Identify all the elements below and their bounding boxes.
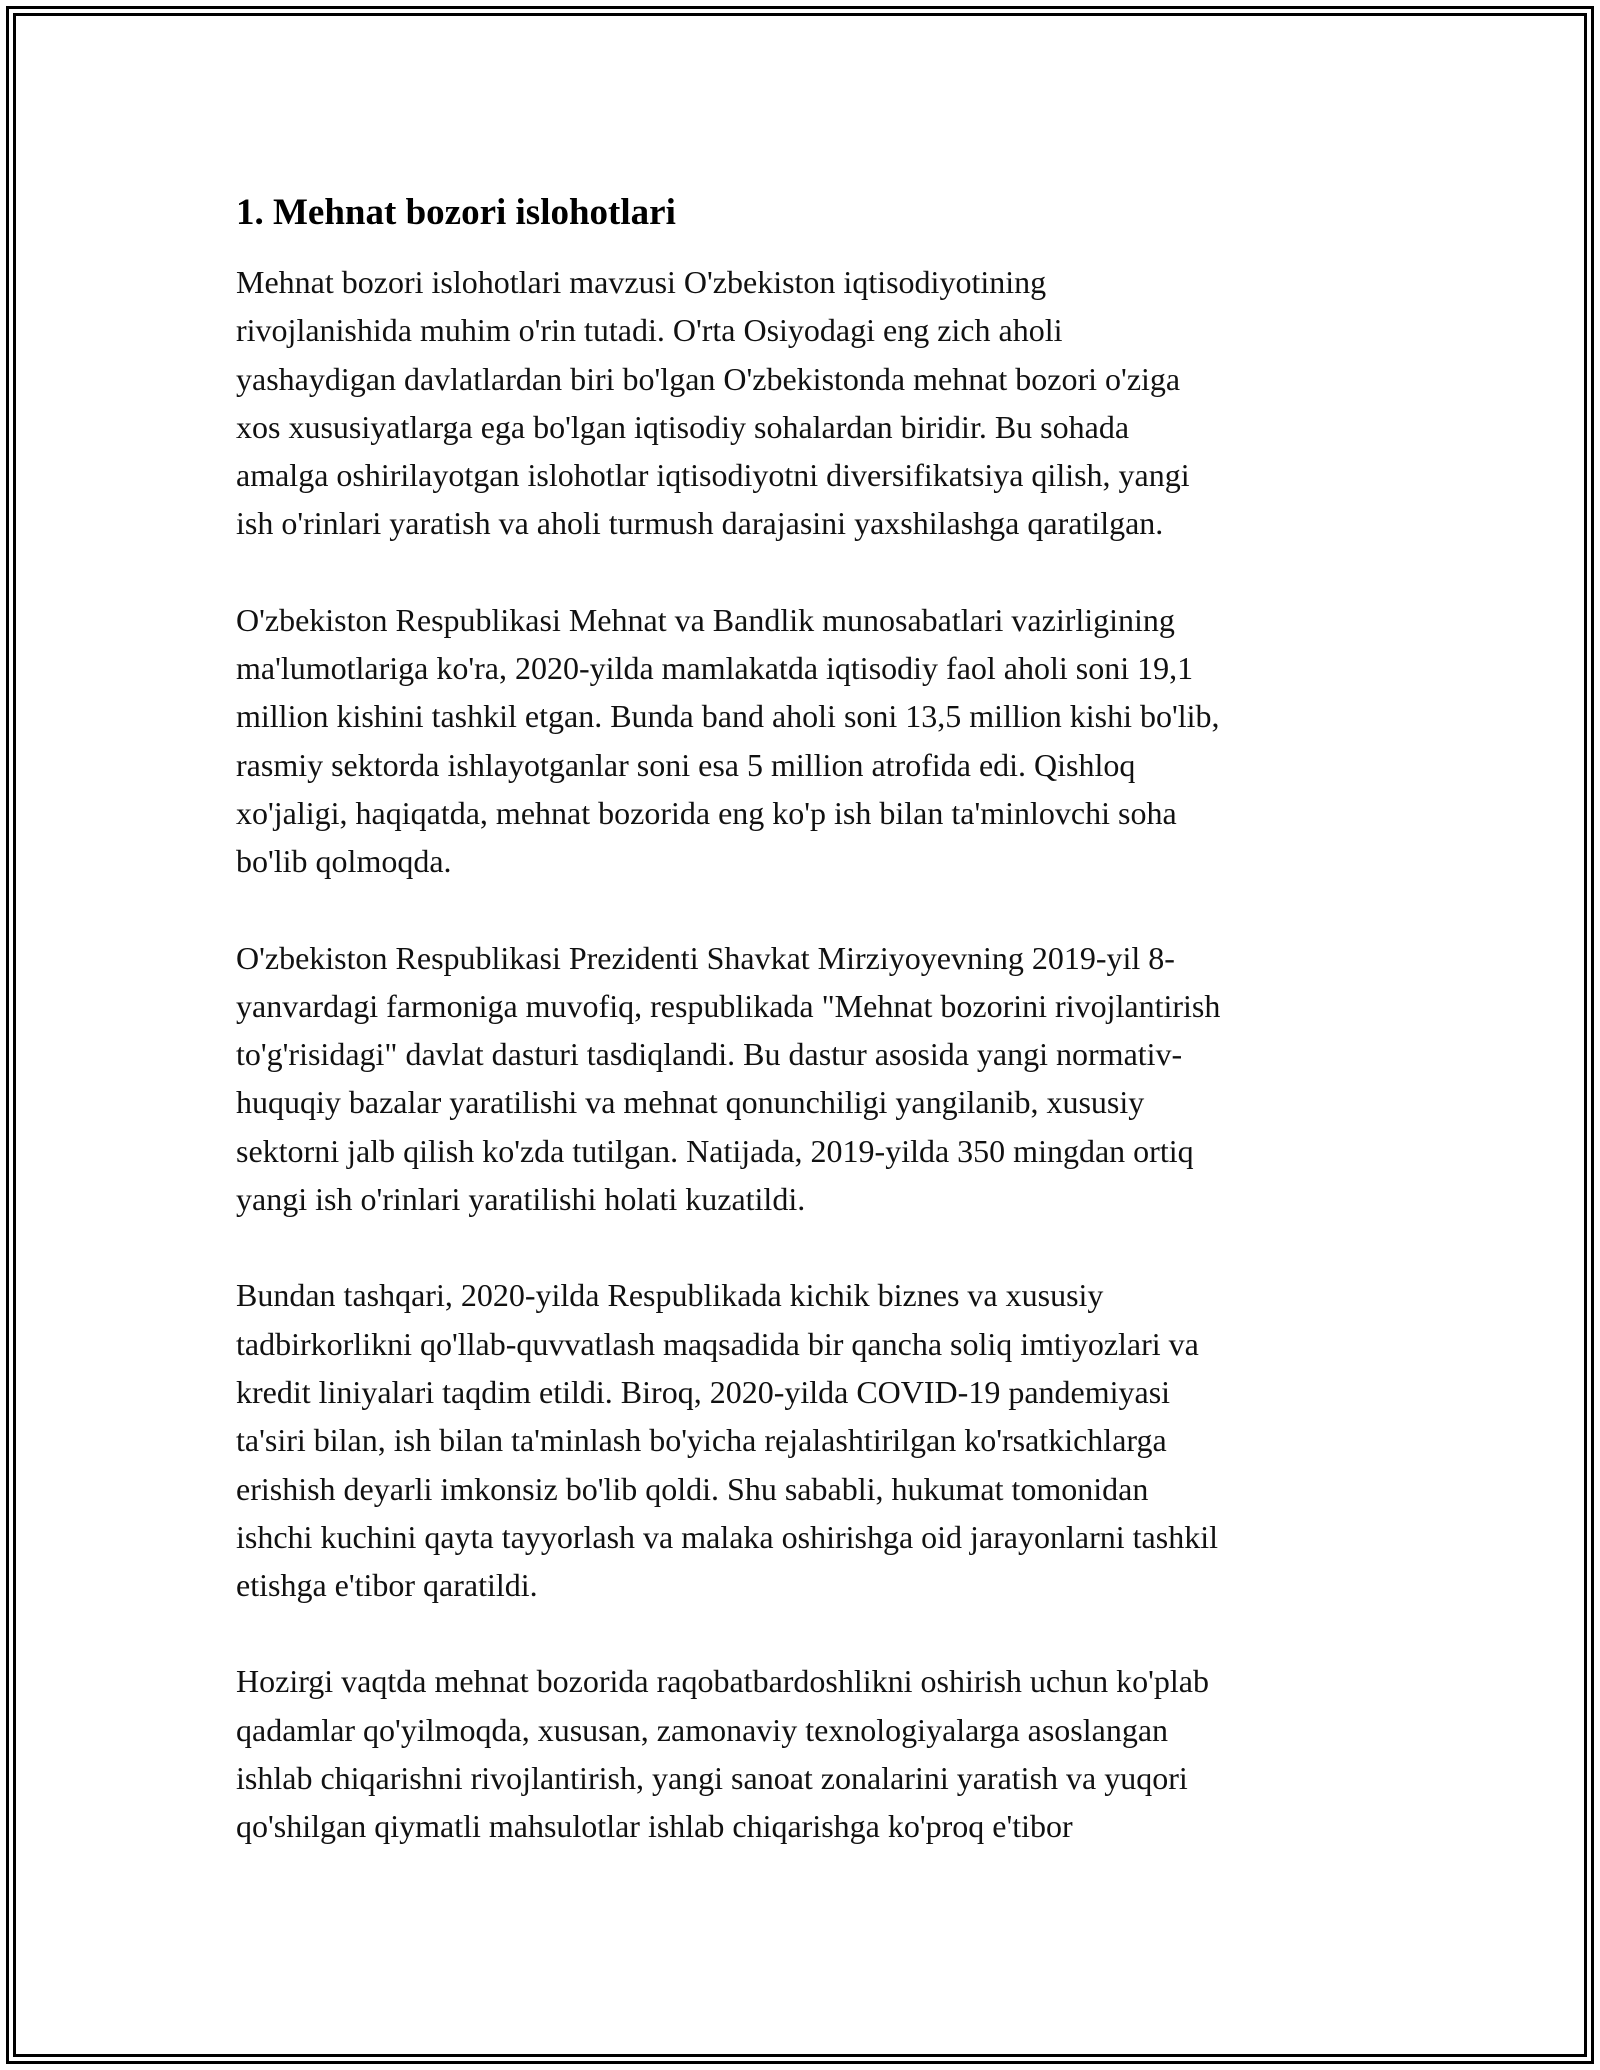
section-heading: 1. Mehnat bozori islohotlari <box>236 192 676 233</box>
paragraph-3: O'zbekiston Respublikasi Prezidenti Shavkat Mirziyoyevning 2019-yil 8- yanvardagi farmoniga muvofiq, respublikada "Mehnat bozorini rivojlantirish to'g'risidagi" davlat dasturi tasdiqlandi. Bu dastur asosida yangi normativ- huquqiy bazalar yaratilishi va mehnat qonunchiligi yangilanib, xususiy sektorni jalb qilish ko'zda tutilgan. Natijada, 2019-yilda 350 mingdan ortiq yangi ish o'rinlari yaratilishi holati kuzatildi. <box>236 939 1221 1218</box>
paragraph-1: Mehnat bozori islohotlari mavzusi O'zbekiston iqtisodiyotining rivojlanishida muhim o'rin tutadi. O'rta Osiyodagi eng zich aholi yashaydigan davlatlardan biri bo'lgan O'zbekistonda mehnat bozori o'ziga xos xususiyatlarga ega bo'lgan iqtisodiy sohalardan biridir. Bu sohada amalga oshirilayotgan islohotlar iqtisodiyotni diversifikatsiya qilish, yangi ish o'rinlari yaratish va aholi turmush darajasini yaxshilashga qaratilgan. <box>236 264 1190 542</box>
paragraph-5: Hozirgi vaqtda mehnat bozorida raqobatbardoshlikni oshirish uchun ko'plab qadamlar qo'yilmoqda, xususan, zamonaviy texnologiyalarga asoslangan ishlab chiqarishni rivojlantirish, yangi sanoat zonalarini yaratish va yuqori qo'shilgan qiymatli mahsulotlar ishlab chiqarishga ko'proq e'tibor <box>236 1663 1209 1845</box>
paragraph-4: Bundan tashqari, 2020-yilda Respublikada kichik biznes va xususiy tadbirkorlikni qo'llab-quvvatlash maqsadida bir qancha soliq imtiyozlari va kredit liniyalari taqdim etildi. Biroq, 2020-yilda COVID-19 pandemiyasi ta'siri bilan, ish bilan ta'minlash bo'yicha rejalashtirilgan ko'rsatkichlarga erishish deyarli imkonsiz bo'lib qoldi. Shu sababli, hukumat tomonidan ishchi kuchini qayta tayyorlash va malaka oshirishga oid jarayonlarni tashkil etishga e'tibor qaratildi. <box>236 1277 1218 1604</box>
document-body <box>236 188 1366 1899</box>
paragraph-2: O'zbekiston Respublikasi Mehnat va Bandlik munosabatlari vazirligining ma'lumotlariga ko'ra, 2020-yilda mamlakatda iqtisodiy faol aholi soni 19,1 million kishini tashkil etgan. Bunda band aholi soni 13,5 million kishi bo'lib, rasmiy sektorda ishlayotganlar soni esa 5 million atrofida edi. Qishloq xo'jaligi, haqiqatda, mehnat bozorida eng ko'p ish bilan ta'minlovchi soha bo'lib qolmoqda. <box>236 601 1220 880</box>
